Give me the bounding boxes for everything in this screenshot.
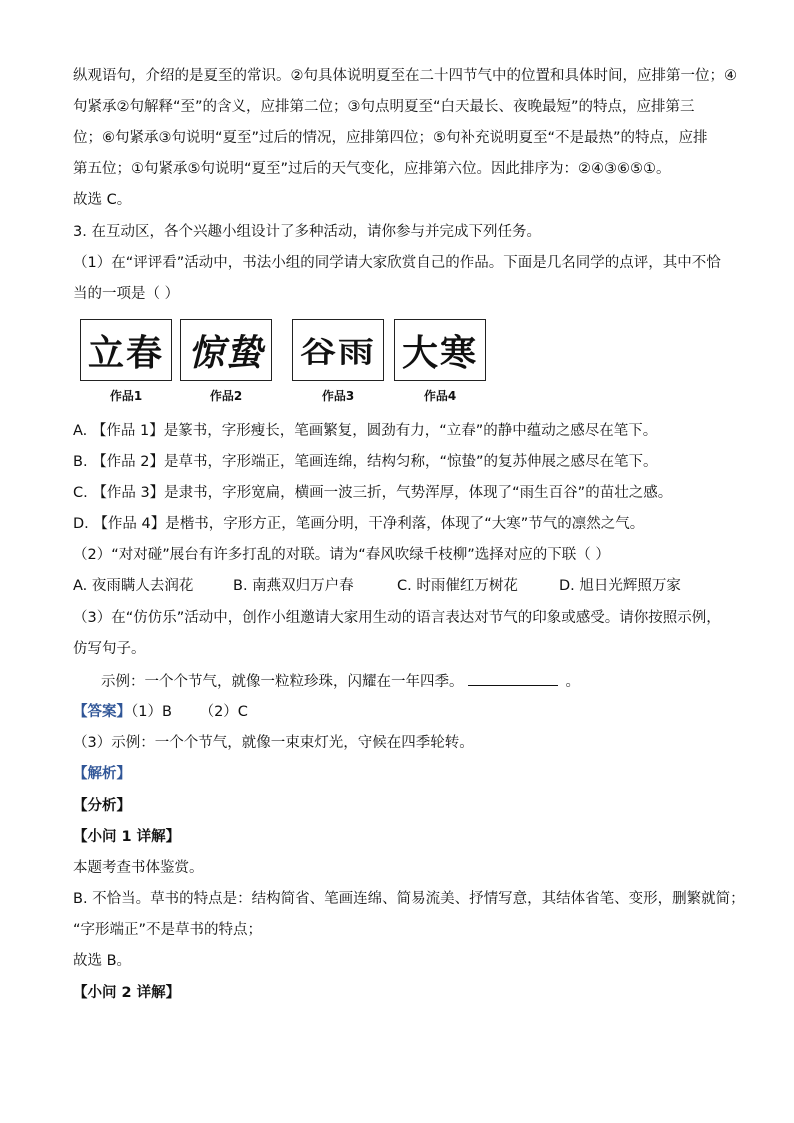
analysis-line: “字形端正”不是草书的特点；: [73, 922, 263, 938]
analysis-tag: 【解析】: [73, 766, 131, 782]
example-end: 。: [565, 674, 580, 690]
explanation-line: 句紧承②句解释“至”的含义，应排第二位；③句点明夏至“白天最长、夜晚最短”的特点，应排第三: [73, 99, 695, 115]
option-a: A. 【作品 1】是篆书，字形瘦长，笔画繁复，圆劲有力，“立春”的静中蕴动之感尽在笔下。: [73, 423, 658, 439]
work-caption: 作品1: [109, 389, 143, 403]
calligraphy-work: [394, 319, 486, 404]
calligraphy-work: [80, 319, 172, 404]
option-d: D. 【作品 4】是楷书，字形方正，笔画分明，干净利落，体现了“大寒”节气的凛然之气。: [73, 516, 645, 532]
explanation-line: 纵观语句，介绍的是夏至的常识。②句具体说明夏至在二十四节气中的位置和具体时间，应排第一位；④: [73, 68, 737, 84]
couplet-option: A. 夜雨瞒人去润花: [73, 578, 194, 594]
explanation-line: 位；⑥句紧承③句说明“夏至”过后的情况，应排第四位；⑤句补充说明夏至“不是最热”的特点，应排: [73, 130, 708, 146]
analysis-line: 本题考查书体鉴赏。: [73, 860, 204, 876]
analysis-heading: 【分析】: [73, 798, 131, 814]
calligraphy-work: [292, 319, 384, 404]
couplet-option: C. 时雨催红万树花: [397, 578, 518, 594]
work-caption: 作品4: [423, 389, 457, 403]
example-sentence: [101, 671, 734, 692]
answer-tag: 【答案】: [73, 704, 131, 720]
explanation-line: 第五位；①句紧承⑤句说明“夏至”过后的天气变化，应排第六位。因此排序为：②④③⑥⑤①。: [73, 161, 671, 177]
analysis-line: 故选 B。: [73, 953, 132, 969]
subquestion-2: （2）“对对碰”展台有许多打乱的对联。请为“春风吹绿千枝柳”选择对应的下联（ ）: [73, 547, 610, 563]
couplet-option: D. 旭日光辉照万家: [559, 578, 681, 594]
answer-line-3: （3）示例：一个个节气，就像一束束灯光，守候在四季轮转。: [73, 735, 474, 751]
work-caption: 作品3: [321, 389, 355, 403]
calligraphy-image: 立春: [80, 319, 172, 381]
subquestion-3-cont: 仿写句子。: [73, 641, 146, 657]
subquestion-1-detail-heading: 【小问 1 详解】: [73, 829, 181, 845]
analysis-line: B. 不恰当。草书的特点是：结构简省、笔画连绵、简易流美、抒情写意，其结体省笔、变形，删繁就简；: [73, 891, 745, 907]
example-text: 示例：一个个节气，就像一粒粒珍珠，闪耀在一年四季。: [101, 674, 464, 690]
calligraphy-image: 惊蛰: [180, 319, 272, 381]
answer-text: （1）B （2）C: [131, 704, 248, 720]
question-stem: 3. 在互动区，各个兴趣小组设计了多种活动，请你参与并完成下列任务。: [73, 224, 541, 240]
calligraphy-works: [80, 319, 500, 407]
work-caption: 作品2: [209, 389, 243, 403]
option-b: B. 【作品 2】是草书，字形端正，笔画连绵，结构匀称，“惊蛰”的复苏伸展之感尽在笔下。: [73, 454, 658, 470]
choice-conclusion: 故选 C。: [73, 192, 132, 208]
answer-blank: [468, 671, 558, 686]
calligraphy-image: 大寒: [394, 319, 486, 381]
answer-line: [73, 702, 734, 722]
subquestion-1: （1）在“评评看”活动中，书法小组的同学请大家欣赏自己的作品。下面是几名同学的点评，其中不恰: [73, 255, 721, 271]
calligraphy-image: 谷雨: [292, 319, 384, 381]
subquestion-1-cont: 当的一项是（ ）: [73, 286, 180, 302]
subquestion-2-detail-heading: 【小问 2 详解】: [73, 985, 181, 1001]
subquestion-3: （3）在“仿仿乐”活动中，创作小组邀请大家用生动的语言表达对节气的印象或感受。请你按照示例，: [73, 610, 721, 626]
calligraphy-work: [180, 319, 272, 404]
option-c: C. 【作品 3】是隶书，字形宽扁，横画一波三折，气势浑厚，体现了“雨生百谷”的苗壮之感。: [73, 485, 673, 501]
couplet-option: B. 南燕双归万户春: [233, 578, 354, 594]
